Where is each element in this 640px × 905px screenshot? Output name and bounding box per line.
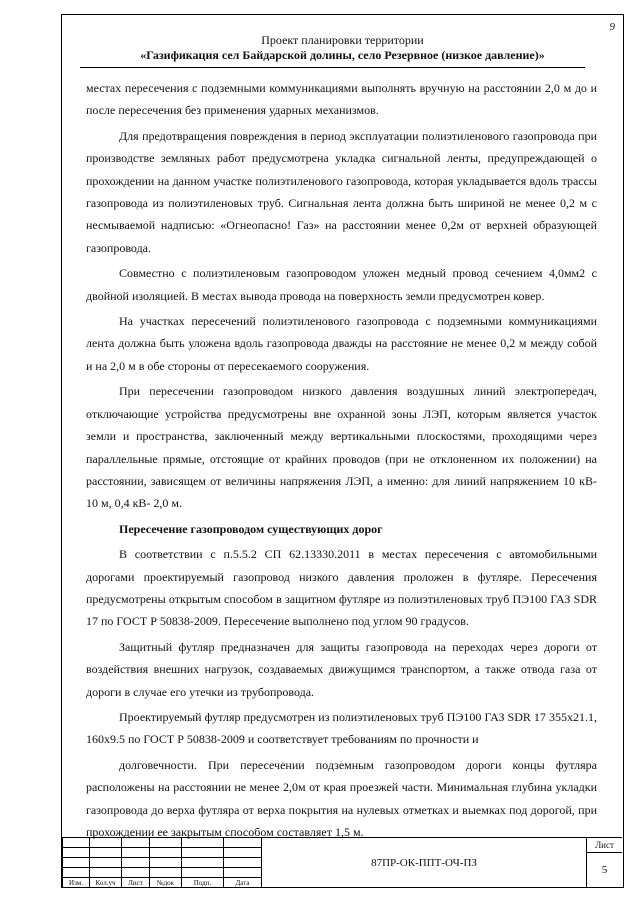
header-line-1: Проект планировки территории <box>261 33 424 47</box>
col-header-data: Дата <box>224 878 262 888</box>
paragraph: Защитный футляр предназначен для защиты газопровода на переходах через дороги от воздействия внешних нагрузок, создаваемых движущимся транспортом, а также отвода газа от дороги в случае его утечки из трубопровода. <box>86 639 597 699</box>
paragraph: В соответствии с п.5.5.2 СП 62.13330.2011 в местах пересечения с автомобильными дорогами проектируемый газопровод низкого давления проложен в футляре. Пересечения предусмотрены открытым способом в защитном футляре из полиэтиленовых труб ПЭ100 ГАЗ SDR 17 по ГОСТ Р 50838-2009. Пересечение выполнено под углом 90 градусов. <box>86 547 597 629</box>
col-header-podp: Подп. <box>182 878 224 888</box>
document-code-text: 87ПР-ОК-ППТ-ОЧ-ПЗ <box>371 856 477 869</box>
paragraph: На участках пересечений полиэтиленового газопровода с подземными коммуникациями лента должна быть уложена вдоль газопровода дважды на расстояние не менее 0,2 м между собой и на 2,0 м в обе стороны от пересекаемого сооружения. <box>86 314 597 373</box>
document-code <box>261 837 586 887</box>
document-header <box>62 33 623 63</box>
col-header-kol-uch: Кол.уч <box>90 878 122 888</box>
sheet-box <box>586 837 622 887</box>
col-header-doc: №док <box>150 878 182 888</box>
header-divider <box>80 67 585 68</box>
sheet-label: Лист <box>587 838 622 853</box>
sheet-number: 5 <box>601 863 608 876</box>
revision-table <box>62 837 262 888</box>
section-subheading: Пересечение газопроводом существующих дорог <box>119 521 383 536</box>
title-block <box>62 837 622 887</box>
paragraph: Для предотвращения повреждения в период эксплуатации полиэтиленового газопровода при производстве земляных работ предусмотрена укладка сигнальной ленты, предупреждающей о прохождении на данном участке полиэтиленового газопровода, которая укладывается вдоль трассы газопровода из полиэтиленовых труб. Сигнальная лента должна быть шириной не менее 0,2 м с несмываемой надписью: «Огнеопасно! Газ» на расстоянии менее 0,2м от верхней образующей газопровода. <box>86 128 597 255</box>
col-header-izm: Изм. <box>63 878 90 888</box>
paragraph: Проектируемый футляр предусмотрен из полиэтиленовых труб ПЭ100 ГАЗ SDR 17 355х21.1, 160х9.5 по ГОСТ Р 50838-2009 и соответствует требованиям по прочности и <box>86 709 597 747</box>
paragraph: При пересечении газопроводом низкого давления воздушных линий электропередач, отключающие устройства предусмотрены вне охранной зоны ЛЭП, которым является участок земли и пространства, заключенный между вертикальными плоскостями, проходящими через параллельные прямые, отстоящие от крайних проводов (при не отклоненном их положении) на расстоянии, зависящем от величины напряжения ЛЭП, а именно: для линий напряжением 10 кВ- 10 м, 0,4 кВ- 2,0 м. <box>86 384 597 511</box>
paragraph: Совместно с полиэтиленовым газопроводом уложен медный провод сечением 4,0мм2 с двойной изоляцией. В местах вывода провода на поверхность земли предусмотрен ковер. <box>86 266 597 303</box>
col-header-list: Лист <box>122 878 150 888</box>
paragraph: долговечности. При пересечении подземным газопроводом дороги концы футляра расположены на расстоянии не менее 2,0м от края проезжей части. Минимальная глубина укладки газопровода до верха футляра от верха покрытия на нулевых отметках и выемках под дорогой, при прохождении ее закрытым способом составляет 1,5 м. <box>86 757 597 839</box>
header-line-2: «Газификация сел Байдарской долины, село Резервное (низкое давление)» <box>140 48 545 62</box>
body-text <box>86 77 597 846</box>
page-frame <box>61 14 624 888</box>
corner-page-number: 9 <box>609 21 615 33</box>
paragraph: местах пересечения с подземными коммуникациями выполнять вручную на расстоянии 2,0 м до и после пересечения без применения ударных механизмов. <box>86 81 597 118</box>
